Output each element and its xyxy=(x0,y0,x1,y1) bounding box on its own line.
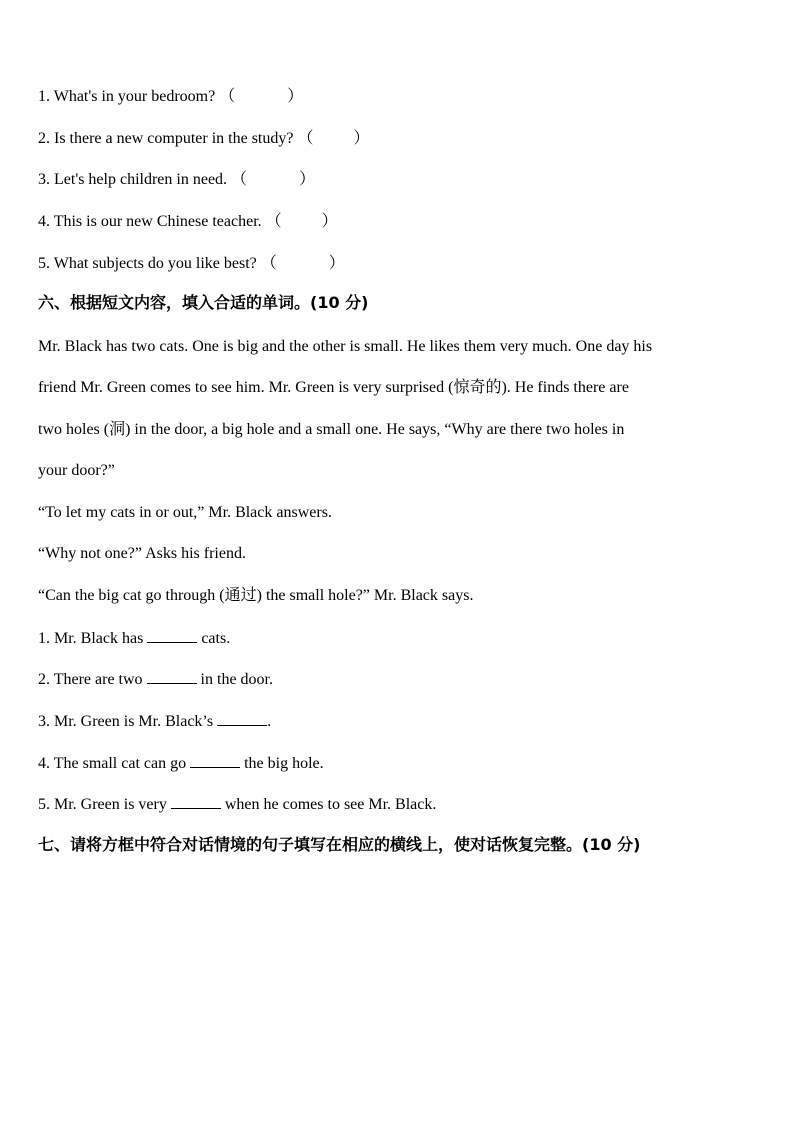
question-text: 4. The small cat can go xyxy=(38,755,191,772)
fill-question-3 xyxy=(38,711,271,732)
answer-paren-open: （ xyxy=(219,88,236,105)
answer-paren-close: ） xyxy=(299,171,316,188)
passage-line: your door?” xyxy=(38,462,115,479)
answer-blank[interactable] xyxy=(147,628,197,643)
question-text: 3. Let's help children in need. xyxy=(38,171,228,188)
question-text: 3. Mr. Green is Mr. Black’s xyxy=(38,713,218,730)
answer-paren-close: ） xyxy=(328,255,345,272)
answer-blank[interactable] xyxy=(171,794,221,809)
answer-paren-open: （ xyxy=(265,213,282,230)
fill-question-4 xyxy=(38,753,324,774)
question-3 xyxy=(38,170,315,190)
question-text: when he comes to see Mr. Black. xyxy=(220,796,437,813)
question-1 xyxy=(38,87,303,107)
question-text: cats. xyxy=(197,630,231,647)
question-text: in the door. xyxy=(196,671,273,688)
section-7-heading: 七、请将方框中符合对话情境的句子填写在相应的横线上，使对话恢复完整。(10 分) xyxy=(38,835,641,854)
fill-question-2 xyxy=(38,669,273,690)
answer-paren-close: ） xyxy=(353,130,370,147)
question-text: 5. What subjects do you like best? xyxy=(38,255,257,272)
question-4 xyxy=(38,212,338,232)
answer-paren-close: ） xyxy=(287,88,304,105)
passage-line: “To let my cats in or out,” Mr. Black answers. xyxy=(38,504,332,521)
question-text: . xyxy=(267,713,272,730)
answer-blank[interactable] xyxy=(217,711,267,726)
fill-question-5 xyxy=(38,794,436,815)
answer-blank[interactable] xyxy=(147,669,197,684)
question-text: 4. This is our new Chinese teacher. xyxy=(38,213,262,230)
question-text: 2. Is there a new computer in the study? xyxy=(38,130,294,147)
fill-question-1 xyxy=(38,628,230,649)
answer-paren-open: （ xyxy=(297,130,314,147)
answer-paren-open: （ xyxy=(231,171,248,188)
passage-line: friend Mr. Green comes to see him. Mr. Green is very surprised (惊奇的). He finds there are xyxy=(38,379,629,396)
section-6-heading: 六、根据短文内容，填入合适的单词。(10 分) xyxy=(38,293,369,312)
question-text: the big hole. xyxy=(240,755,324,772)
question-5 xyxy=(38,254,345,274)
answer-paren-close: ） xyxy=(321,213,338,230)
question-text: 1. What's in your bedroom? xyxy=(38,88,216,105)
passage-line: “Why not one?” Asks his friend. xyxy=(38,545,246,562)
question-text: 5. Mr. Green is very xyxy=(38,796,171,813)
answer-blank[interactable] xyxy=(190,753,240,768)
passage-line: Mr. Black has two cats. One is big and the other is small. He likes them very much. One day his xyxy=(38,338,653,355)
question-text: 2. There are two xyxy=(38,671,147,688)
passage-line: two holes (洞) in the door, a big hole and a small one. He says, “Why are there two holes in xyxy=(38,421,625,438)
passage-line: “Can the big cat go through (通过) the small hole?” Mr. Black says. xyxy=(38,587,474,604)
answer-paren-open: （ xyxy=(260,255,277,272)
question-2 xyxy=(38,129,370,149)
question-text: 1. Mr. Black has xyxy=(38,630,148,647)
